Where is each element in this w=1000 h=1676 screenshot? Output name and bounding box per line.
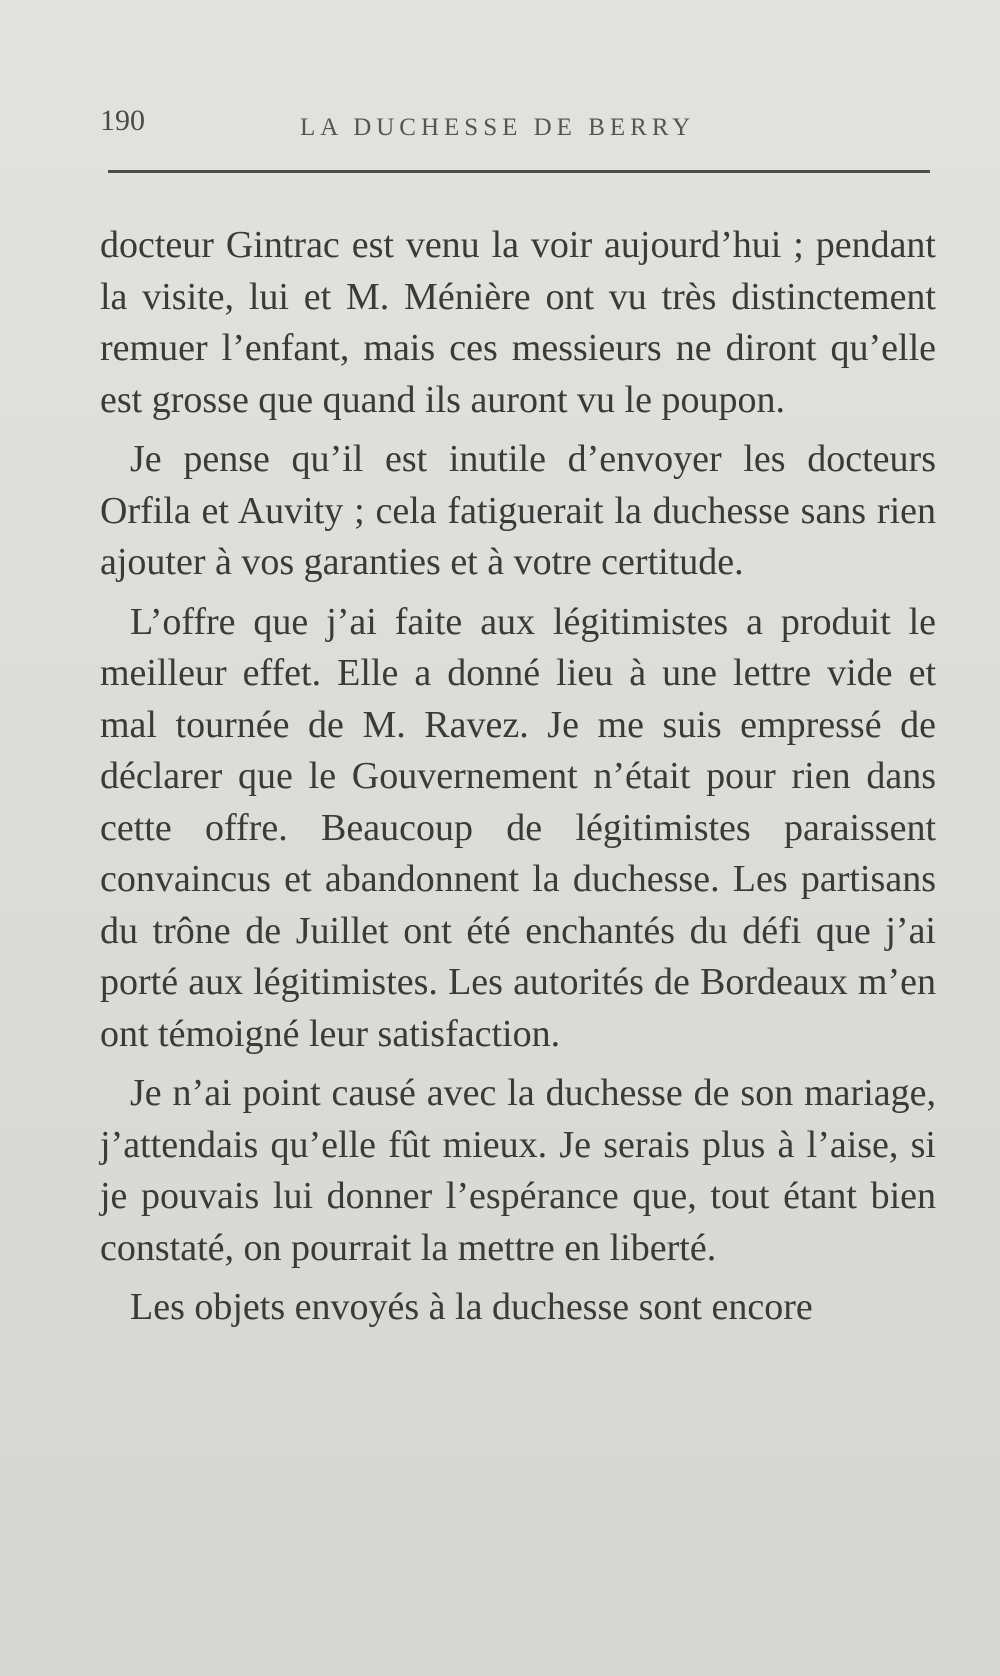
header-rule [108,170,930,173]
running-title: LA DUCHESSE DE BERRY [300,114,696,141]
body-text [100,220,936,1334]
paragraph: Je n’ai point causé avec la duchesse de son mariage, j’attendais qu’elle fût mieux. Je serais plus à l’aise, si je pouvais lui donner l’espérance que, tout étant bien constaté, on pourrait la mettre en liberté. [100,1072,936,1269]
paragraph: docteur Gintrac est venu la voir aujourd’hui ; pendant la visite, lui et M. Ménière ont vu très distinctement remuer l’enfant, mais ces messieurs ne diront qu’elle est grosse que quand ils auront vu le poupon. [100,224,936,421]
paragraph: Je pense qu’il est inutile d’envoyer les docteurs Orfila et Auvity ; cela fatiguerait la duchesse sans rien ajouter à vos garanties et à votre certitude. [100,438,936,583]
page-number: 190 [100,104,145,137]
paragraph: Les objets envoyés à la duchesse sont encore [130,1286,813,1328]
paragraph: L’offre que j’ai faite aux légitimistes a produit le meilleur effet. Elle a donné lieu à une lettre vide et mal tournée de M. Ravez. Je me suis empressé de déclarer que le Gouvernement n’était pour rien dans cette offre. Beaucoup de légitimistes paraissent convaincus et abandonnent la duchesse. Les partisans du trône de Juillet ont été enchantés du défi que j’ai porté aux légitimistes. Les autorités de Bordeaux m’en ont témoigné leur satisfaction. [100,600,936,1055]
